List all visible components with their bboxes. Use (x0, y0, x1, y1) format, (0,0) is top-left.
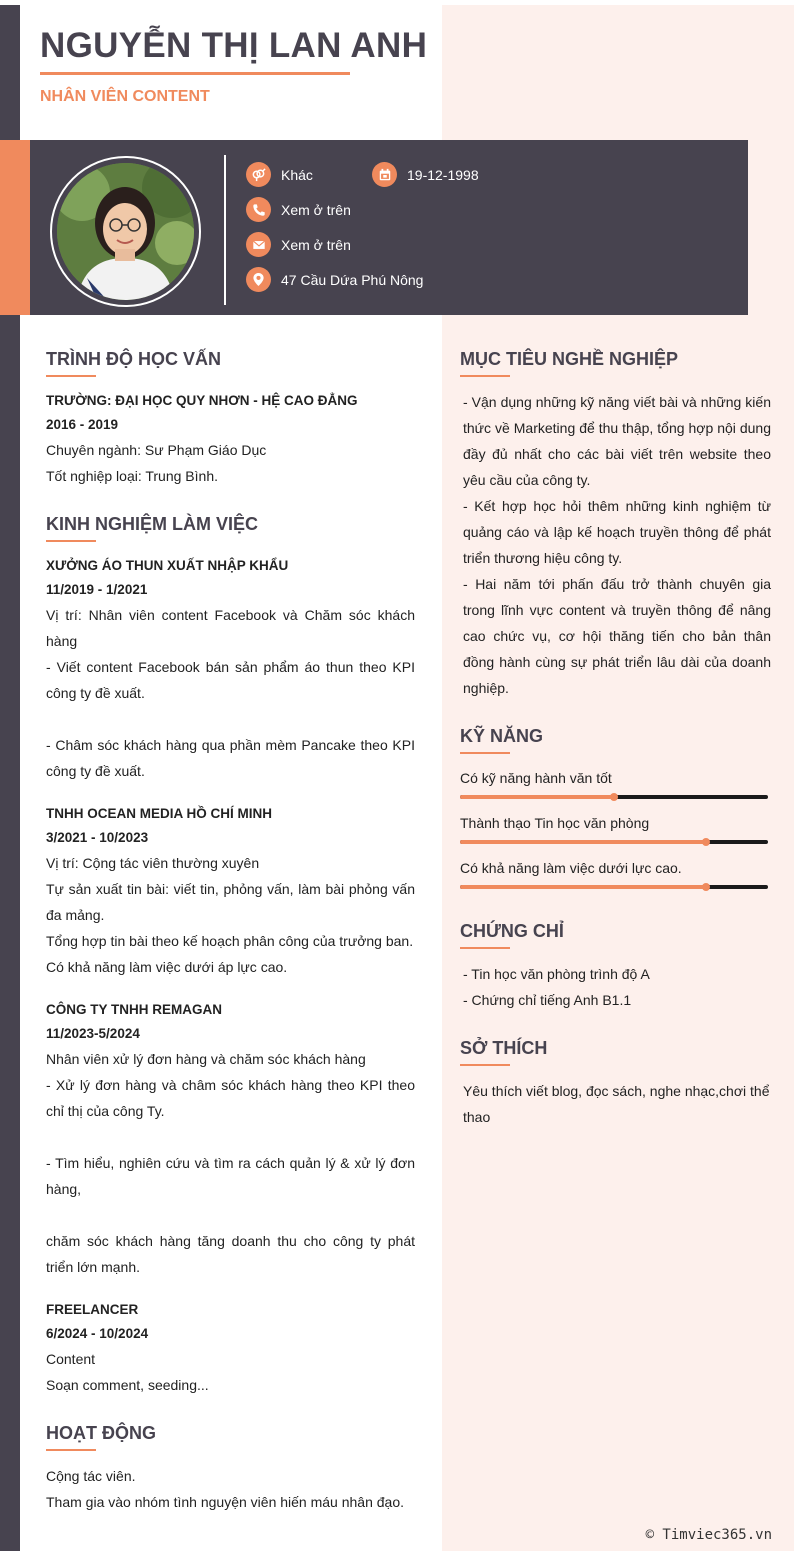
job-line: - Châm sóc khách hàng qua phần mèm Pancake theo KPI công ty đề xuất. (46, 737, 415, 779)
job-line: - Xử lý đơn hàng và châm sóc khách hàng theo KPI theo chỉ thị của công Ty. (46, 1077, 415, 1119)
activities-heading: HOẠT ĐỘNG (46, 1423, 156, 1443)
skill-bar-knob (610, 793, 618, 801)
band-accent (0, 140, 30, 315)
job-line: Nhân viên xử lý đơn hàng và chăm sóc khách hàng (46, 1051, 366, 1067)
skill-bar (460, 795, 768, 799)
email-value: Xem ở trên (281, 236, 351, 253)
birthday-value: 19-12-1998 (407, 166, 479, 183)
job-line: Content (46, 1351, 96, 1367)
experience-underline (46, 540, 96, 542)
objective-paragraph: - Hai năm tới phấn đấu trở thành chuyên gia trong lĩnh vực content và truyền thông để nâng cao chức vụ, cơ hội thăng tiến cho bản thân đồng hành cùng sự phát triển lâu dài của doanh nghiệp. (463, 576, 771, 696)
gender-row (246, 162, 313, 187)
job-period: 11/2023-5/2024 (46, 1026, 140, 1041)
activity-item: Tham gia vào nhóm tình nguyện viên hiến máu nhân đạo. (46, 1494, 405, 1510)
job-line: Tự sản xuất tin bài: viết tin, phỏng vấn, làm bài phỏng vấn đa mảng. (46, 881, 415, 923)
hobbies-underline (460, 1064, 510, 1066)
education-school: TRƯỜNG: ĐẠI HỌC QUY NHƠN - HỆ CAO ĐẲNG (46, 393, 358, 408)
job-line: chăm sóc khách hàng tăng doanh thu cho công ty phát triển lớn mạnh. (46, 1233, 415, 1275)
job-line: Soạn comment, seeding... (46, 1377, 209, 1393)
objective-heading: MỤC TIÊU NGHỀ NGHIỆP (460, 349, 679, 369)
skill-bar (460, 885, 768, 889)
skill-bar-fill (460, 885, 706, 889)
objective-underline (460, 375, 510, 377)
address-value: 47 Cầu Dứa Phú Nông (281, 271, 424, 288)
address-row (246, 267, 423, 292)
activity-item: Cộng tác viên. (46, 1468, 136, 1484)
skills-underline (460, 752, 510, 754)
objective-paragraph: - Kết hợp học hỏi thêm những kinh nghiệm từ quảng cáo và lập kế hoạch truyền thông để phát triển thương hiệu công ty. (463, 498, 771, 566)
skills-heading: KỸ NĂNG (460, 726, 544, 746)
footer-watermark: © Timviec365.vn (645, 1527, 772, 1543)
email-icon (246, 232, 271, 257)
certificate-item: - Chứng chỉ tiếng Anh B1.1 (463, 992, 632, 1008)
location-pin-icon (246, 267, 271, 292)
job-period: 6/2024 - 10/2024 (46, 1326, 149, 1341)
phone-row (246, 197, 351, 222)
job-company: TNHH OCEAN MEDIA HỒ CHÍ MINH (46, 806, 272, 821)
phone-icon (246, 197, 271, 222)
education-underline (46, 375, 96, 377)
education-period: 2016 - 2019 (46, 417, 119, 432)
experience-heading: KINH NGHIỆM LÀM VIỆC (46, 514, 259, 534)
job-company: CÔNG TY TNHH REMAGAN (46, 1002, 223, 1017)
skill-label: Có khả năng làm việc dưới lực cao. (460, 860, 682, 876)
job-period: 11/2019 - 1/2021 (46, 582, 148, 597)
job-line: - Viết content Facebook bán sản phẩm áo thun theo KPI công ty đề xuất. (46, 659, 415, 701)
education-grade: Tốt nghiệp loại: Trung Bình. (46, 468, 218, 484)
job-company: XƯỞNG ÁO THUN XUẤT NHẬP KHẨU (46, 558, 289, 573)
skill-label: Có kỹ năng hành văn tốt (460, 770, 612, 786)
education-major: Chuyên ngành: Sư Phạm Giáo Dục (46, 442, 267, 458)
skill-label: Thành thạo Tin học văn phòng (460, 815, 650, 831)
hobbies-heading: SỞ THÍCH (460, 1038, 548, 1058)
candidate-name: NGUYỄN THỊ LAN ANH (40, 26, 428, 65)
name-underline (40, 72, 350, 75)
activities-underline (46, 1449, 96, 1451)
job-line: Vị trí: Nhân viên content Facebook và Chăm sóc khách hàng (46, 607, 415, 649)
job-period: 3/2021 - 10/2023 (46, 830, 149, 845)
phone-value: Xem ở trên (281, 201, 351, 218)
candidate-title: NHÂN VIÊN CONTENT (40, 88, 210, 105)
skill-bar-fill (460, 840, 706, 844)
job-line: Vị trí: Cộng tác viên thường xuyên (46, 855, 260, 871)
education-heading: TRÌNH ĐỘ HỌC VẤN (46, 349, 221, 369)
job-line: Có khả năng làm việc dưới áp lực cao. (46, 959, 288, 975)
gender-value: Khác (281, 166, 313, 183)
certificates-heading: CHỨNG CHỈ (460, 921, 564, 941)
job-line: Tổng hợp tin bài theo kế hoạch phân công của trưởng ban. (46, 933, 414, 949)
email-row (246, 232, 351, 257)
certificates-underline (460, 947, 510, 949)
objective-paragraph: - Vận dụng những kỹ năng viết bài và những kiến thức về Marketing để thu thập, tổng hợp nội dung đầy đủ nhất cho các bài viết trên website theo yêu cầu của công ty. (463, 394, 771, 488)
job-company: FREELANCER (46, 1302, 139, 1317)
hobbies-text: Yêu thích viết blog, đọc sách, nghe nhạc,chơi thể thao (463, 1083, 770, 1125)
job-line: - Tìm hiểu, nghiên cứu và tìm ra cách quản lý & xử lý đơn hàng, (46, 1155, 415, 1197)
calendar-icon (372, 162, 397, 187)
avatar (57, 163, 194, 300)
gender-icon (246, 162, 271, 187)
skill-bar (460, 840, 768, 844)
certificate-item: - Tin học văn phòng trình độ A (463, 966, 650, 982)
band-separator (224, 155, 226, 305)
birthday-row (372, 162, 479, 187)
skill-bar-fill (460, 795, 614, 799)
